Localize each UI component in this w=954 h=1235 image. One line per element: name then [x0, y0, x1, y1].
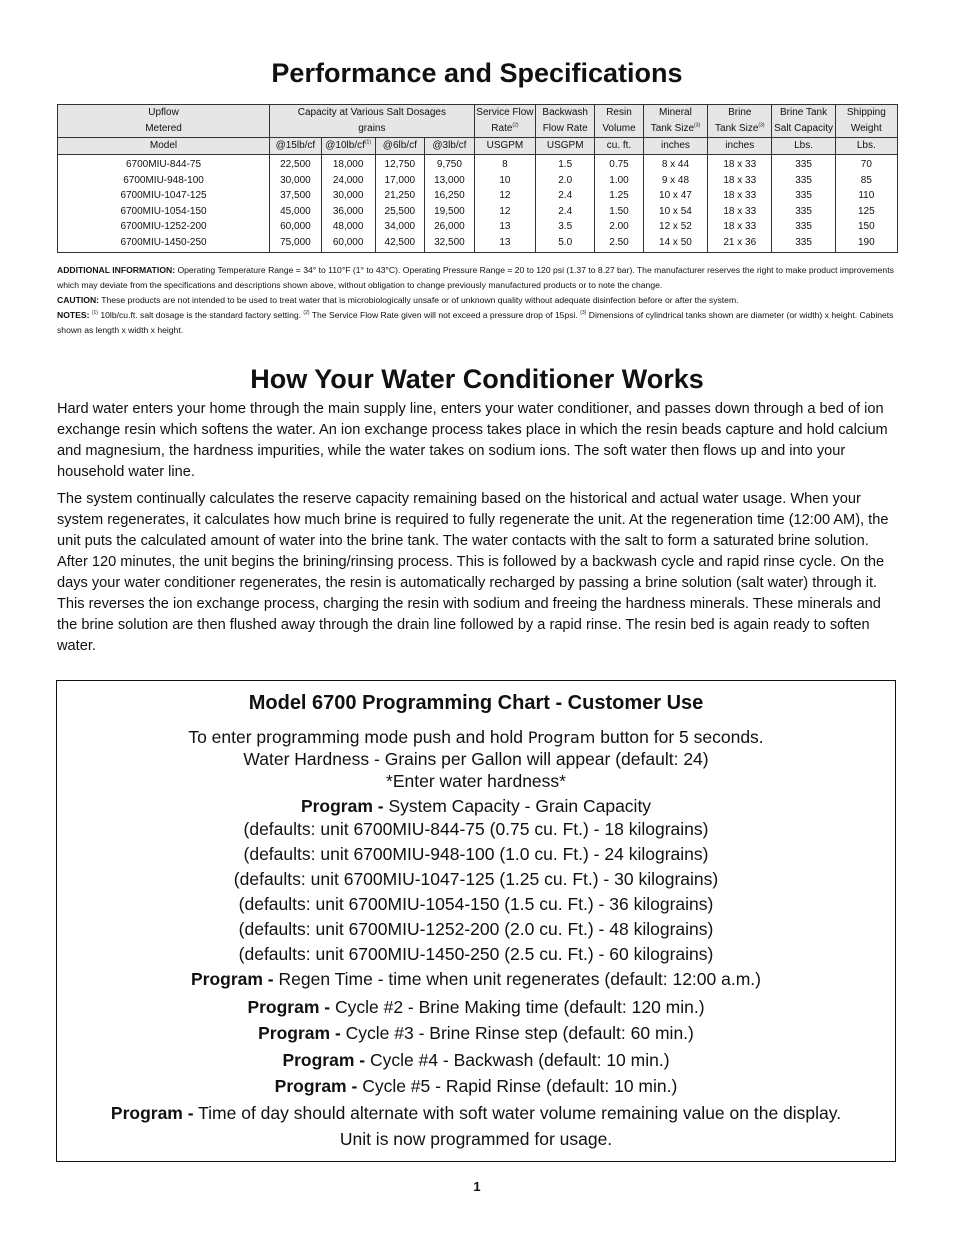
- final-line: Unit is now programmed for usage.: [339, 1129, 613, 1149]
- time-of-day-line: Program - Time of day should alternate with soft water volume remaining value on the display.: [110, 1103, 842, 1123]
- header-brine-unit: inches: [708, 138, 772, 155]
- model-column: 6700MIU-844-75 6700MIU-948-100 6700MIU-1047-125 6700MIU-1054-150 6700MIU-1252-200 6700MIU-1450-250: [58, 155, 270, 253]
- caution-note: CAUTION: These products are not intended to be used to treat water that is microbiologically unsafe or of unknown quality without adequate disinfection before or after the system.: [57, 295, 739, 305]
- works-paragraph-1: Hard water enters your home through the main supply line, enters your water conditioner, and passes down through a bed of ion exchange resin which softens the water. An ion exchange process takes place in which the resin beads capture and hold calcium and magnesium, the hardness impurities, while the water takes on sodium ions. The soft water then flows up and into your household water line.: [57, 401, 888, 480]
- page-number: 1: [473, 1179, 481, 1194]
- default-line-5: (defaults: unit 6700MIU-1252-200 (2.0 cu. Ft.) - 48 kilograins): [238, 919, 714, 939]
- backwash-rate-column: 1.5 2.0 2.4 2.4 3.5 5.0: [536, 155, 595, 253]
- capacity-line: Program - System Capacity - Grain Capacity: [300, 796, 652, 816]
- header-dosage-15: @15lb/cf: [270, 138, 322, 155]
- default-line-1: (defaults: unit 6700MIU-844-75 (0.75 cu. Ft.) - 18 kilograins): [243, 819, 709, 839]
- brine-tank-column: 18 x 33 18 x 33 18 x 33 18 x 33 18 x 33 21 x 36: [708, 155, 772, 253]
- cycle4-line: Program - Cycle #4 - Backwash (default: 10 min.): [282, 1050, 670, 1070]
- header-weight-unit: Lbs.: [835, 138, 897, 155]
- col-salt-capacity: Brine Tank Salt Capacity: [772, 105, 835, 138]
- service-rate-column: 8 10 12 12 13 13: [474, 155, 535, 253]
- hardness-line: Water Hardness - Grains per Gallon will appear (default: 24): [243, 749, 709, 769]
- additional-info: ADDITIONAL INFORMATION: Operating Temperature Range = 34° to 110°F (1° to 43°C). Operating Pressure Range = 20 to 120 psi (1.37 to 8.27 bar). The manufacturer reserves the right to make product improvements which may deviate from the specifications and descriptions shown above, without obligation to change previously manufactured products or to note the change.: [57, 265, 894, 290]
- chart-title: Model 6700 Programming Chart - Customer Use: [248, 692, 704, 714]
- header-model: Model: [58, 138, 270, 155]
- salt-capacity-column: 335 335 335 335 335 335: [772, 155, 835, 253]
- hardness-prompt: *Enter water hardness*: [386, 771, 566, 791]
- col-upflow-model: Upflow Metered: [58, 105, 270, 138]
- cap3-column: 9,750 13,000 16,250 19,500 26,000 32,500: [425, 155, 475, 253]
- header-mineral-unit: inches: [643, 138, 707, 155]
- default-line-2: (defaults: unit 6700MIU-948-100 (1.0 cu. Ft.) - 24 kilograins): [243, 844, 709, 864]
- header-resin-unit: cu. ft.: [595, 138, 644, 155]
- col-mineral-tank: Mineral Tank Size$^{(3)}$: [643, 105, 707, 138]
- header-dosage-3: @3lb/cf: [425, 138, 475, 155]
- col-brine-tank: Brine Tank Size$^{(3)}$: [708, 105, 772, 138]
- header-salt-unit: Lbs.: [772, 138, 835, 155]
- default-line-3: (defaults: unit 6700MIU-1047-125 (1.25 cu. Ft.) - 30 kilograins): [233, 869, 719, 889]
- col-service-flow: Service Flow Rate$^{(2)}$: [474, 105, 535, 138]
- header-dosage-10: $@10lb/cf^{(1)}$: [321, 138, 375, 155]
- default-line-4: (defaults: unit 6700MIU-1054-150 (1.5 cu. Ft.) - 36 kilograins): [238, 894, 714, 914]
- cycle5-line: Program - Cycle #5 - Rapid Rinse (default: 10 min.): [274, 1076, 678, 1096]
- header-dosage-6: @6lb/cf: [375, 138, 425, 155]
- col-shipping-weight: Shipping Weight: [835, 105, 897, 138]
- cycle2-line: Program - Cycle #2 - Brine Making time (default: 120 min.): [247, 997, 705, 1017]
- performance-title: Performance and Specifications: [271, 58, 683, 88]
- cap10-column: 18,000 24,000 30,000 36,000 48,000 60,000: [321, 155, 375, 253]
- works-paragraph-2: The system continually calculates the reserve capacity remaining based on the historical and actual water usage. When your system regenerates, it calculates how much brine is required to fully regenerate the unit. At the regeneration time (12:00 AM), the unit puts the calculated amount of water into the brine tank. The water contacts with the salt to form a saturated brine solution. After 120 minutes, the unit begins the brining/rinsing process. This is followed by a backwash cycle and rapid rinse cycle. On the days your water conditioner regenerates, the resin is automatically recharged by passing a brine solution (salt water) through it. This reverses the ion exchange process, charging the resin with sodium and freeing the hardness minerals. These minerals and the brine solution are then flushed away through the drain line followed by a rapid rinse. The resin bed is again ready to soften water.: [57, 491, 889, 654]
- spec-notes: [57, 263, 898, 338]
- works-title: How Your Water Conditioner Works: [250, 364, 704, 394]
- cycle3-line: Program - Cycle #3 - Brine Rinse step (default: 60 min.): [258, 1023, 694, 1043]
- cap6-column: 12,750 17,000 21,250 25,500 34,000 42,500: [375, 155, 425, 253]
- col-resin: Resin Volume: [595, 105, 644, 138]
- default-line-6: (defaults: unit 6700MIU-1450-250 (2.5 cu. Ft.) - 60 kilograins): [238, 944, 714, 964]
- col-capacity-group: Capacity at Various Salt Dosages grains: [270, 105, 475, 138]
- cap15-column: 22,500 30,000 37,500 45,000 60,000 75,000: [270, 155, 322, 253]
- mineral-tank-column: 8 x 44 9 x 48 10 x 47 10 x 54 12 x 52 14 x 50: [643, 155, 707, 253]
- footnotes: NOTES: $^{(1)}$ 10lb/cu.ft. salt dosage is the standard factory setting. $^{(2)}$ The Service Flow Rate given will not exceed a pressure drop of 15psi. $^{(3)}$ Dimensions of cylindrical tanks shown are diameter (or width) x height. Cabinets shown as length x width x height.: [57, 310, 894, 335]
- program-button-label: Program: [527, 728, 596, 747]
- header-service-unit: USGPM: [474, 138, 535, 155]
- programming-chart: [56, 680, 896, 1162]
- weight-column: 70 85 110 125 150 190: [835, 155, 897, 253]
- col-backwash: Backwash Flow Rate: [536, 105, 595, 138]
- regen-line: Program - Regen Time - time when unit regenerates (default: 12:00 a.m.): [190, 969, 761, 989]
- enter-mode-line: To enter programming mode push and hold Program button for 5 seconds.: [188, 727, 764, 747]
- spec-table: [57, 104, 898, 253]
- resin-volume-column: 0.75 1.00 1.25 1.50 2.00 2.50: [595, 155, 644, 253]
- header-backwash-unit: USGPM: [536, 138, 595, 155]
